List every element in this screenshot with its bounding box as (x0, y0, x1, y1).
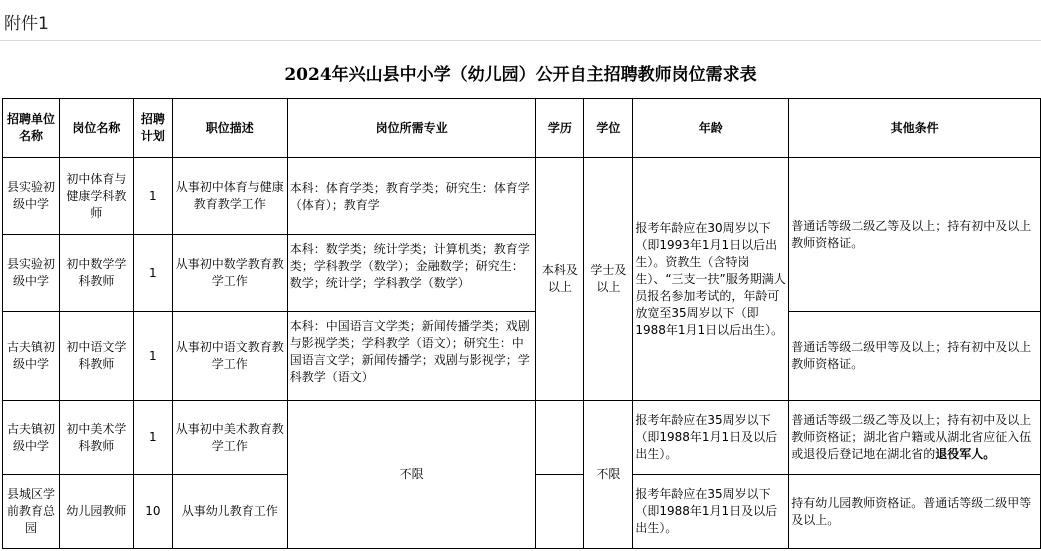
table-header-row (3, 99, 1041, 158)
header-position: 岗位名称 (59, 99, 133, 158)
header-unit: 招聘单位名称 (3, 99, 60, 158)
title-bar (0, 40, 1041, 99)
cell-duty: 从事初中体育与健康教育教学工作 (172, 158, 287, 235)
table-row (3, 312, 1041, 401)
cell-position: 初中数学学科教师 (59, 235, 133, 312)
cell-unit: 县城区学前教育总园 (3, 475, 60, 549)
cell-major: 本科：数学类；统计学类；计算机类；教育学类；学科教学（数学）；金融数学；研究生：数学；统计学；学科教学（数学） (287, 235, 536, 312)
cell-unit: 县实验初级中学 (3, 235, 60, 312)
cell-degree-merged: 不限 (584, 401, 633, 549)
cell-unit: 古夫镇初级中学 (3, 401, 60, 475)
cell-plan: 10 (133, 475, 172, 549)
cell-major: 本科：中国语言文学类；新闻传播学类；戏剧与影视学类；学科教学（语文）；研究生：中国语言文学；新闻传播学；戏剧与影视学；学科教学（语文） (287, 312, 536, 401)
cell-position: 初中语文学科教师 (59, 312, 133, 401)
table-row (3, 401, 1041, 475)
header-major: 岗位所需专业 (287, 99, 536, 158)
cell-age: 报考年龄应在35周岁以下（即1988年1月1日及以后出生）。 (633, 475, 789, 549)
cell-plan: 1 (133, 401, 172, 475)
cell-plan: 1 (133, 158, 172, 235)
cell-other-emphasis: 退役军人。 (935, 447, 996, 461)
cell-education (536, 401, 584, 475)
header-age: 年龄 (633, 99, 789, 158)
cell-duty: 从事幼儿教育工作 (172, 475, 287, 549)
cell-age-merged: 报考年龄应在30周岁以下（即1993年1月1日以后出生）。资教生（含特岗生）、“三支一扶”服务期满人员报名参加考试的，年龄可放宽至35周岁以下（即1988年1月1日以后出生）。 (633, 158, 789, 401)
cell-unit: 古夫镇初级中学 (3, 312, 60, 401)
cell-duty: 从事初中美术教育教学工作 (172, 401, 287, 475)
cell-position: 幼儿园教师 (59, 475, 133, 549)
cell-other (789, 401, 1041, 475)
cell-age: 报考年龄应在35周岁以下（即1988年1月1日及以后出生）。 (633, 401, 789, 475)
page-title: 2024年兴山县中小学（幼儿园）公开自主招聘教师岗位需求表 (284, 65, 757, 85)
cell-degree-merged: 学士及以上 (584, 158, 633, 401)
cell-position: 初中美术学科教师 (59, 401, 133, 475)
header-other: 其他条件 (789, 99, 1041, 158)
cell-plan: 1 (133, 235, 172, 312)
table-row (3, 158, 1041, 235)
cell-other: 持有幼儿园教师资格证。普通话等级二级甲等及以上。 (789, 475, 1041, 549)
cell-major-merged: 不限 (287, 401, 536, 549)
cell-major: 本科：体育学类；教育学类；研究生：体育学（体育）；教育学 (287, 158, 536, 235)
cell-plan: 1 (133, 312, 172, 401)
cell-other: 普通话等级二级甲等及以上；持有初中及以上教师资格证。 (789, 312, 1041, 401)
header-duty: 职位描述 (172, 99, 287, 158)
cell-position: 初中体育与健康学科教师 (59, 158, 133, 235)
cell-education (536, 475, 584, 549)
cell-other-merged: 普通话等级二级乙等及以上；持有初中及以上教师资格证。 (789, 158, 1041, 312)
cell-other-text: 普通话等级二级乙等及以上；持有初中及以上教师资格证；湖北省户籍或从湖北省应征入伍或退役后登记地在湖北省的 (791, 413, 1032, 461)
cell-education-merged: 本科及以上 (536, 158, 584, 401)
recruitment-table (2, 98, 1041, 549)
cell-duty: 从事初中数学教育教学工作 (172, 235, 287, 312)
header-education: 学历 (536, 99, 584, 158)
top-bar (0, 0, 1041, 40)
header-degree: 学位 (584, 99, 633, 158)
cell-unit: 县实验初级中学 (3, 158, 60, 235)
header-plan: 招聘计划 (133, 99, 172, 158)
attachment-label: 附件1 (4, 14, 49, 34)
cell-duty: 从事初中语文教育教学工作 (172, 312, 287, 401)
